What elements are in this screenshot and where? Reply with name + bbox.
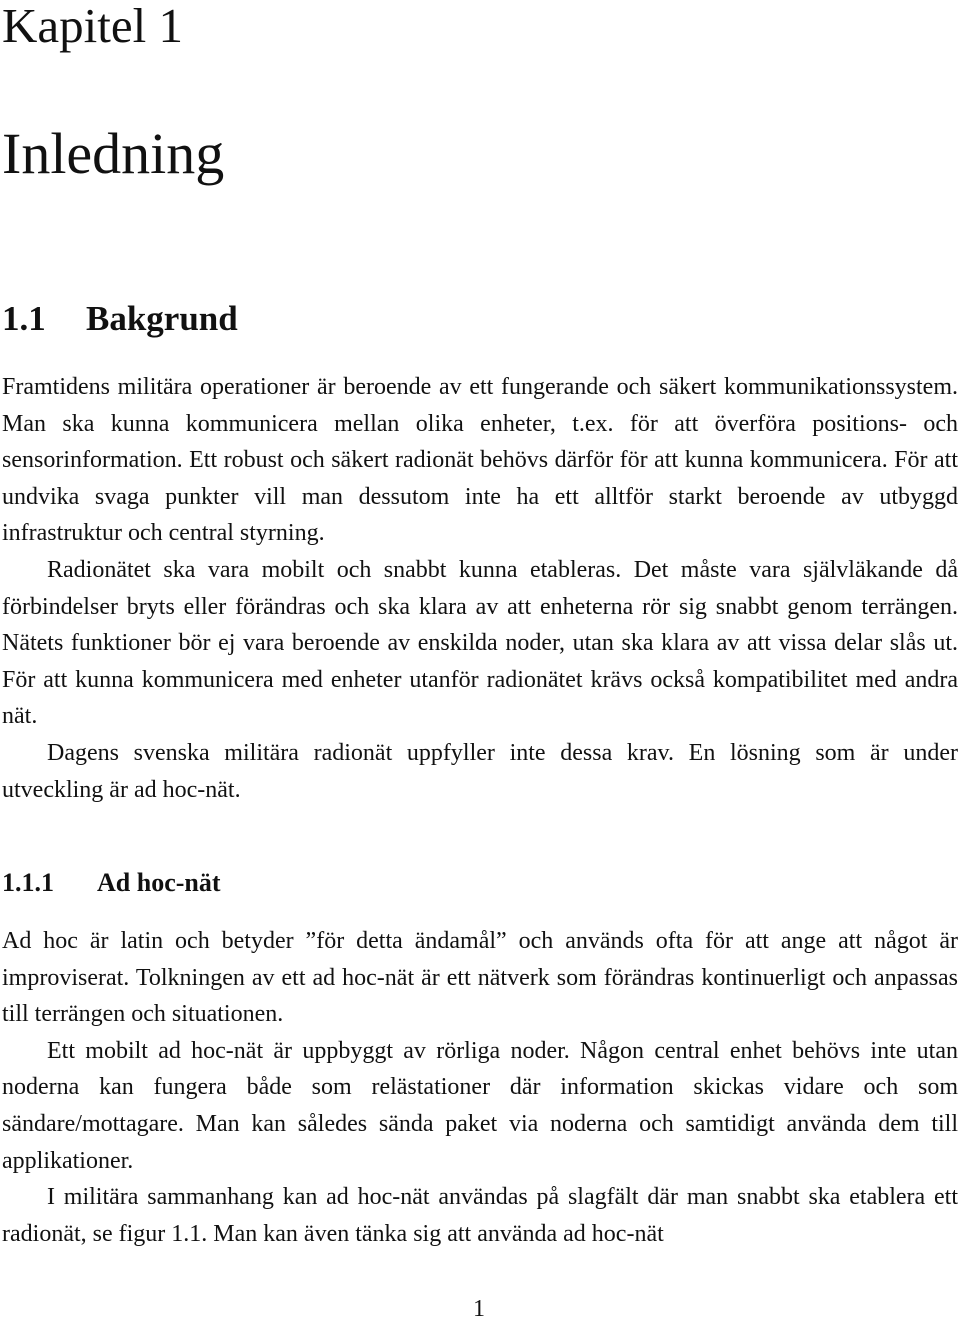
section-heading <box>2 296 238 342</box>
subsection-number: 1.1.1 <box>2 868 54 897</box>
subsection-heading <box>2 863 221 903</box>
subsection-body <box>2 923 958 1252</box>
subsection-title: Ad hoc-nät <box>97 868 221 897</box>
paragraph: Dagens svenska militära radionät uppfyller inte dessa krav. En lösning som är under utveckling är ad hoc-nät. <box>2 739 958 803</box>
paragraph: I militära sammanhang kan ad hoc-nät användas på slagfält där man snabbt ska etablera ett radionät, se figur 1.1. Man kan även tänka sig att använda ad hoc-nät <box>2 1184 958 1247</box>
chapter-title: Inledning <box>2 121 225 186</box>
section-body <box>2 369 958 808</box>
paragraph: Ett mobilt ad hoc-nät är uppbyggt av rörliga noder. Någon central enhet behövs inte utan noderna kan fungera både som relästationer där information skickas vidare och som sändare/mottagare. Man kan således sända paket via noderna och samtidigt använda dem till applikationer. <box>2 1037 958 1174</box>
paragraph: Ad hoc är latin och betyder ”för detta ändamål” och används ofta för att ange att något är improviserat. Tolkningen av ett ad hoc-nät är ett nätverk som förändras kontinuerligt och anpassas till terrängen och situationen. <box>2 928 958 1028</box>
section-number: 1.1 <box>2 299 46 338</box>
paragraph: Framtidens militära operationer är beroende av ett fungerande och säkert kommunikationssystem. Man ska kunna kommunicera mellan olika enheter, t.ex. för att överföra positions- och sensorinformation. Ett robust och säkert radionät behövs därför för att kunna kommunicera. För att undvika svaga punkter vill man dessutom inte ha ett alltför starkt beroende av utbyggd infrastruktur och central styrning. <box>2 374 958 547</box>
paragraph: Radionätet ska vara mobilt och snabbt kunna etableras. Det måste vara självläkande då förbindelser bryts eller förändras och ska klara av att enheterna rör sig snabbt genom terrängen. Nätets funktioner bör ej vara beroende av enskilda noder, utan ska klara av att vissa delar slås ut. För att kunna kommunicera med enheter utanför radionätet krävs också kompatibilitet med andra nät. <box>2 556 958 730</box>
section-title: Bakgrund <box>86 299 238 338</box>
chapter-label: Kapitel 1 <box>2 0 183 53</box>
page-number: 1 <box>473 1296 485 1322</box>
